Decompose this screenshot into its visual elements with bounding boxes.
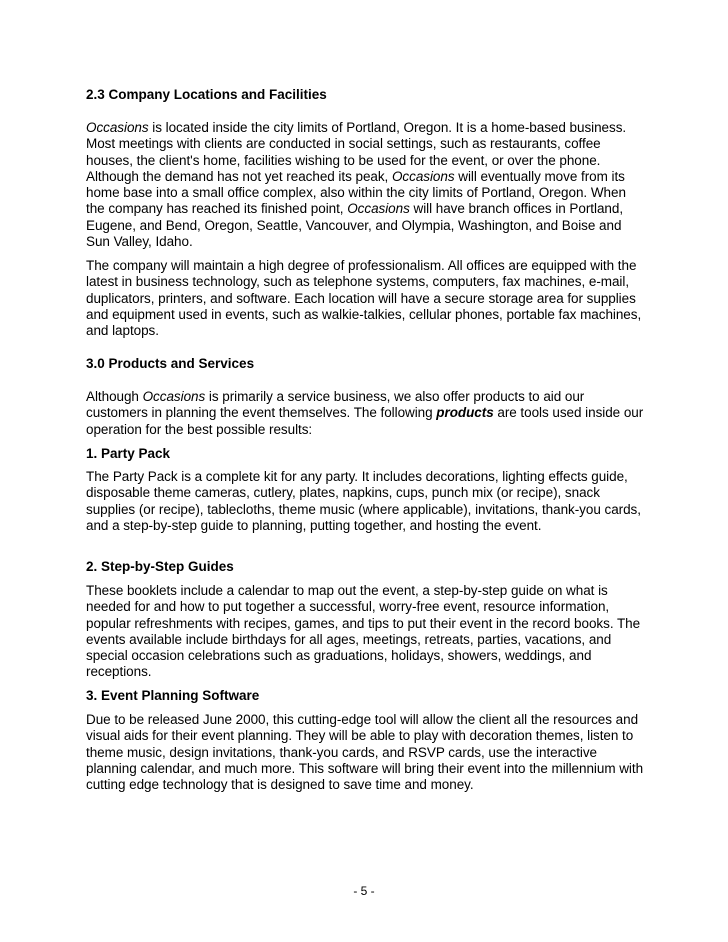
section-heading-products-services: 3.0 Products and Services bbox=[86, 356, 255, 371]
product-heading-step-guides: 2. Step-by-Step Guides bbox=[86, 559, 234, 574]
event-software-paragraph: Due to be released June 2000, this cutting-edge tool will allow the client all the resources and visual aids for their event planning. They will be able to play with decoration themes, listen to theme music, design invitations, thank-you cards, and RSVP cards, use the interactive planning calendar, and much more. This software will bring their event into the millennium with cutting edge technology that is designed to save time and money. bbox=[86, 712, 644, 793]
product-heading-event-software: 3. Event Planning Software bbox=[86, 688, 260, 703]
brand-name: Occasions bbox=[142, 389, 206, 404]
product-heading-party-pack: 1. Party Pack bbox=[86, 446, 171, 461]
brand-name: Occasions bbox=[86, 120, 149, 135]
text-run: is located inside the city limits of Portland, Oregon. It is a home-based business. Most meetings with clients are conducted in social settings, such as restaurants, coffee houses, the client's home, facilities wishing to be used for the event, or over the phone. Although the demand has not yet reached its peak, bbox=[86, 120, 627, 184]
text-run: are tools used inside our operation for the best possible results: bbox=[86, 405, 644, 437]
brand-name: Occasions bbox=[391, 168, 455, 184]
party-pack-paragraph: The Party Pack is a complete kit for any party. It includes decorations, lighting effects guide, disposable theme cameras, cutlery, plates, napkins, cups, punch mix (or recipe), snack supplies (or recipe), tablecloths, theme music (where applicable), invitations, thank-you cards, and a step-by-step guide to planning, putting together, and hosting the event. bbox=[86, 469, 641, 533]
page-number: - 5 - bbox=[353, 884, 375, 898]
professionalism-paragraph: The company will maintain a high degree of professionalism. All offices are equipped with the latest in business technology, such as telephone systems, computers, fax machines, e-mail, duplicators, printers, and software. Each location will have a secure storage area for supplies and equipment used in events, such as walkie-talkies, cellular phones, portable fax machines, and laptops. bbox=[86, 258, 642, 339]
step-guides-paragraph: These booklets include a calendar to map out the event, a step-by-step guide on what is needed for and how to put together a successful, worry-free event, resource information, popular refreshments with recipes, games, and tips to put their event in the record books. The events available include birthdays for all ages, meetings, retreats, parties, vacations, and special occasion celebrations such as graduations, holidays, showers, weddings, and receptions. bbox=[86, 583, 641, 680]
section-heading-company-locations: 2.3 Company Locations and Facilities bbox=[86, 87, 327, 102]
products-intro-paragraph bbox=[86, 389, 646, 438]
text-run: will have branch offices in Portland, Eugene, and Bend, Oregon, Seattle, Vancouver, and Olympia, Washington, and Boise and Sun Valley, Idaho. bbox=[86, 201, 624, 250]
text-run: is primarily a service business, we also offer products to aid our customers in planning the event themselves. The following bbox=[86, 389, 585, 421]
brand-name: Occasions bbox=[347, 201, 410, 217]
text-run: will eventually move from its home base into a small office complex, also within the city limits of Portland, Oregon. When the company has reached its finished point, bbox=[86, 168, 626, 217]
locations-paragraph bbox=[86, 120, 646, 250]
emphasized-word: products bbox=[436, 405, 494, 421]
text-run: Although bbox=[86, 389, 143, 404]
